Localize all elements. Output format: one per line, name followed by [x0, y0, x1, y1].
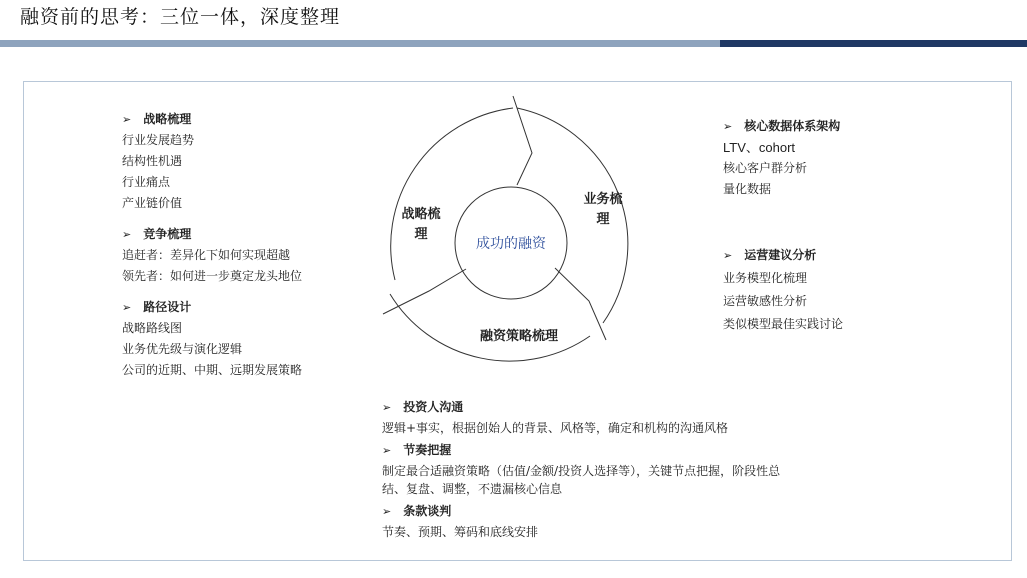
- bottom-section-terms: [382, 500, 782, 541]
- section-head: 核心数据体系架构: [744, 119, 841, 133]
- center-label: 成功的融资: [476, 236, 546, 252]
- section-line: 战略路线图: [122, 321, 183, 335]
- left-section-path: [122, 297, 302, 381]
- page-title: 融资前的思考：三位一体，深度整理: [20, 6, 341, 28]
- arrow-bullet-icon: ➢: [723, 120, 733, 133]
- cycle-arrow-left: [383, 269, 466, 314]
- ring-arc-left: [391, 108, 513, 280]
- right-section-data: [723, 116, 843, 200]
- section-head: 战略梳理: [143, 112, 192, 126]
- arrow-bullet-icon: ➢: [382, 401, 392, 414]
- section-line: 追赶者：差异化下如何实现超越: [122, 248, 291, 262]
- left-section-competition: [122, 224, 302, 287]
- arrow-bullet-icon: ➢: [122, 228, 132, 241]
- section-line: 运营敏感性分析: [723, 294, 808, 308]
- section-line: 核心客户群分析: [723, 161, 808, 175]
- ring-arc-top-right: [517, 108, 628, 323]
- section-line: 节奏、预期、筹码和底线安排: [382, 525, 539, 539]
- section-line: 逻辑+事实，根据创始人的背景、风格等，确定和机构的沟通风格: [382, 421, 729, 435]
- section-line: 结构性机遇: [122, 154, 183, 168]
- section-line: 产业链价值: [122, 196, 183, 210]
- section-line: 领先者：如何进一步奠定龙头地位: [122, 269, 303, 283]
- bottom-column: [382, 396, 782, 541]
- section-line: 制定最合适融资策略（估值/金额/投资人选择等），关键节点把握，阶段性总结、复盘、调整，不遗漏核心信息: [382, 464, 781, 496]
- cycle-arrow-right: [555, 268, 606, 340]
- arrow-bullet-icon: ➢: [122, 301, 132, 314]
- right-column: [723, 116, 843, 336]
- section-line: 行业痛点: [122, 175, 171, 189]
- section-line: 业务模型化梳理: [723, 271, 808, 285]
- section-line: 量化数据: [723, 182, 772, 196]
- segment-label-right-1: 业务梳: [583, 192, 623, 207]
- right-section-ops: [723, 244, 843, 336]
- left-column: [122, 109, 302, 381]
- segment-label-left-1: 战略梳: [401, 207, 441, 222]
- section-head: 条款谈判: [403, 504, 452, 518]
- section-line: LTV、cohort: [723, 140, 796, 155]
- section-line: 公司的近期、中期、远期发展策略: [122, 363, 303, 377]
- section-head: 路径设计: [143, 300, 192, 314]
- section-line: 行业发展趋势: [122, 133, 195, 147]
- segment-label-right-2: 理: [596, 212, 610, 227]
- left-section-strategy: [122, 109, 302, 214]
- section-line: 业务优先级与演化逻辑: [122, 342, 243, 356]
- bottom-section-investor: [382, 396, 782, 437]
- section-line: 类似模型最佳实践讨论: [723, 317, 844, 331]
- section-head: 节奏把握: [403, 443, 452, 457]
- ring-arc-bottom: [390, 294, 590, 361]
- arrow-bullet-icon: ➢: [382, 444, 392, 457]
- arrow-bullet-icon: ➢: [382, 505, 392, 518]
- section-head: 竞争梳理: [143, 227, 192, 241]
- section-head: 运营建议分析: [744, 248, 817, 262]
- arrow-bullet-icon: ➢: [122, 113, 132, 126]
- section-head: 投资人沟通: [403, 400, 464, 414]
- segment-label-left-2: 理: [414, 227, 428, 242]
- arrow-bullet-icon: ➢: [723, 249, 733, 262]
- bottom-section-rhythm: [382, 439, 782, 498]
- segment-label-bottom: 融资策略梳理: [479, 329, 559, 344]
